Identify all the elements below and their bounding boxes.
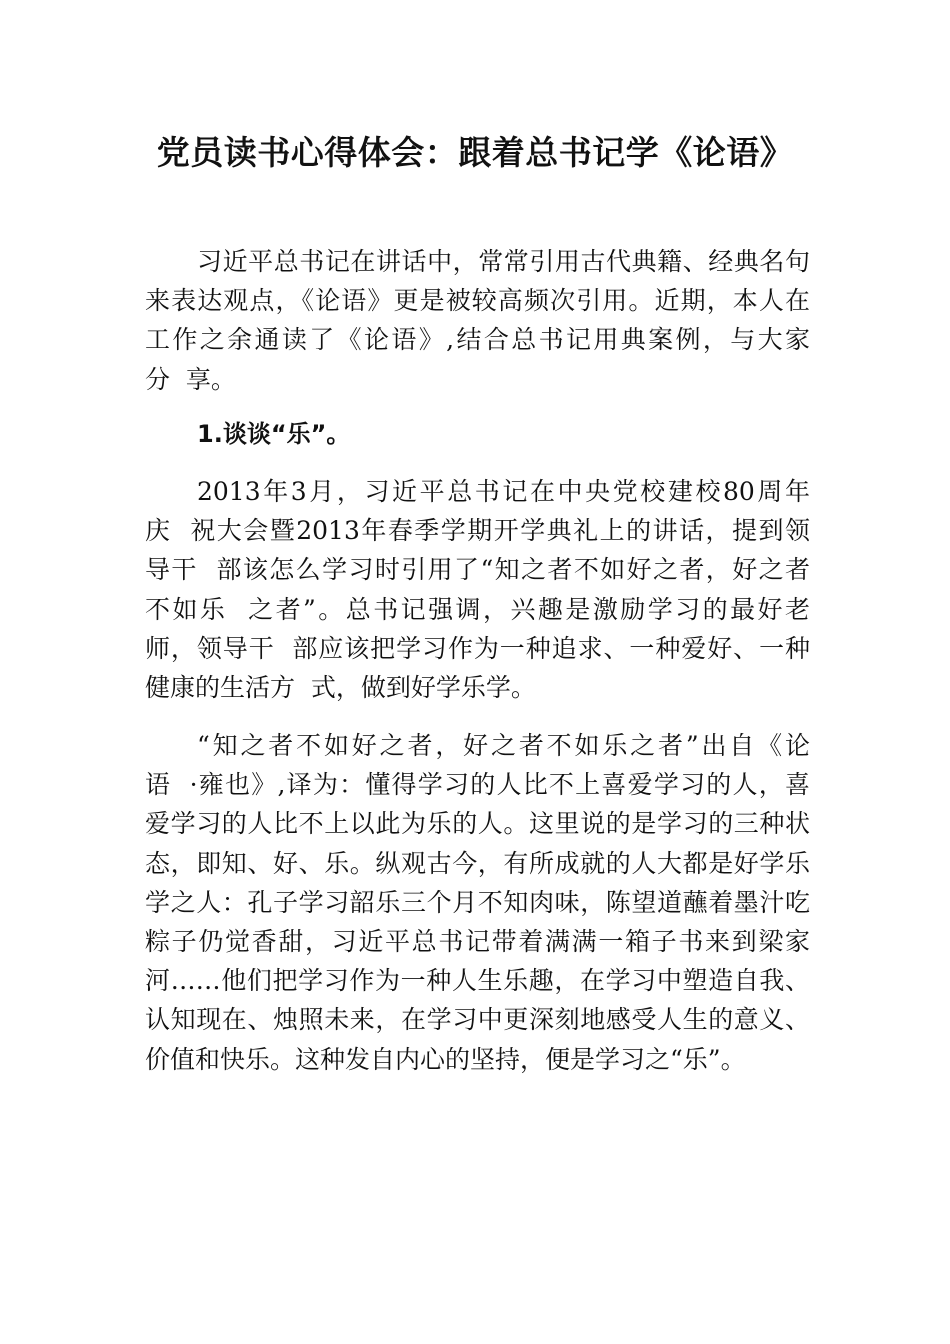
text-line: 工作之余通读了《论语》,结合总书记用典案例，与大家 bbox=[145, 325, 810, 355]
text-line: 爱学习的人比不上以此为乐的人。这里说的是学习的三种状 bbox=[145, 809, 810, 839]
text-line: 导干 部该怎么学习时引用了“知之者不如好之者，好之者 bbox=[145, 555, 810, 585]
text-line: 庆 祝大会暨2013年春季学期开学典礼上的讲话，提到领 bbox=[145, 516, 810, 546]
text-line: 来表达观点，《论语》更是被较高频次引用。近期，本人在 bbox=[145, 286, 810, 316]
text-line: 河……他们把学习作为一种人生乐趣，在学习中塑造自我、 bbox=[145, 966, 810, 996]
text-line: 语 ·雍也》,译为：懂得学习的人比不上喜爱学习的人，喜 bbox=[145, 770, 810, 800]
text-line: 师，领导干 部应该把学习作为一种追求、一种爱好、一种 bbox=[145, 633, 810, 663]
text-line: 认知现在、烛照未来，在学习中更深刻地感受人生的意义、 bbox=[145, 1005, 810, 1035]
text-line: 粽子仍觉香甜，习近平总书记带着满满一箱子书来到梁家 bbox=[145, 927, 810, 957]
text-line: 不如乐 之者”。总书记强调，兴趣是激励学习的最好老 bbox=[145, 594, 810, 624]
text-line: 健康的生活方 式，做到好学乐学。 bbox=[145, 673, 536, 703]
page-title: 党员读书心得体会：跟着总书记学《论语》 bbox=[156, 133, 794, 172]
intro-paragraph bbox=[145, 242, 810, 399]
text-line: “知之者不如好之者，好之者不如乐之者”出自《论 bbox=[197, 731, 810, 760]
body-paragraph bbox=[145, 472, 810, 707]
section-heading: 1.谈谈“乐”。 bbox=[197, 420, 351, 448]
body-paragraph bbox=[145, 726, 810, 1079]
text-line: 分 享。 bbox=[145, 364, 236, 394]
text-line: 价值和快乐。这种发自内心的坚持，便是学习之“乐”。 bbox=[145, 1044, 746, 1074]
text-line: 学之人：孔子学习韶乐三个月不知肉味，陈望道蘸着墨汁吃 bbox=[145, 887, 810, 917]
text-line: 习近平总书记在讲话中，常常引用古代典籍、经典名句 bbox=[197, 247, 810, 276]
text-line: 2013年3月，习近平总书记在中央党校建校80周年 bbox=[197, 477, 810, 506]
text-line: 态，即知、好、乐。纵观古今，有所成就的人大都是好学乐 bbox=[145, 848, 810, 878]
